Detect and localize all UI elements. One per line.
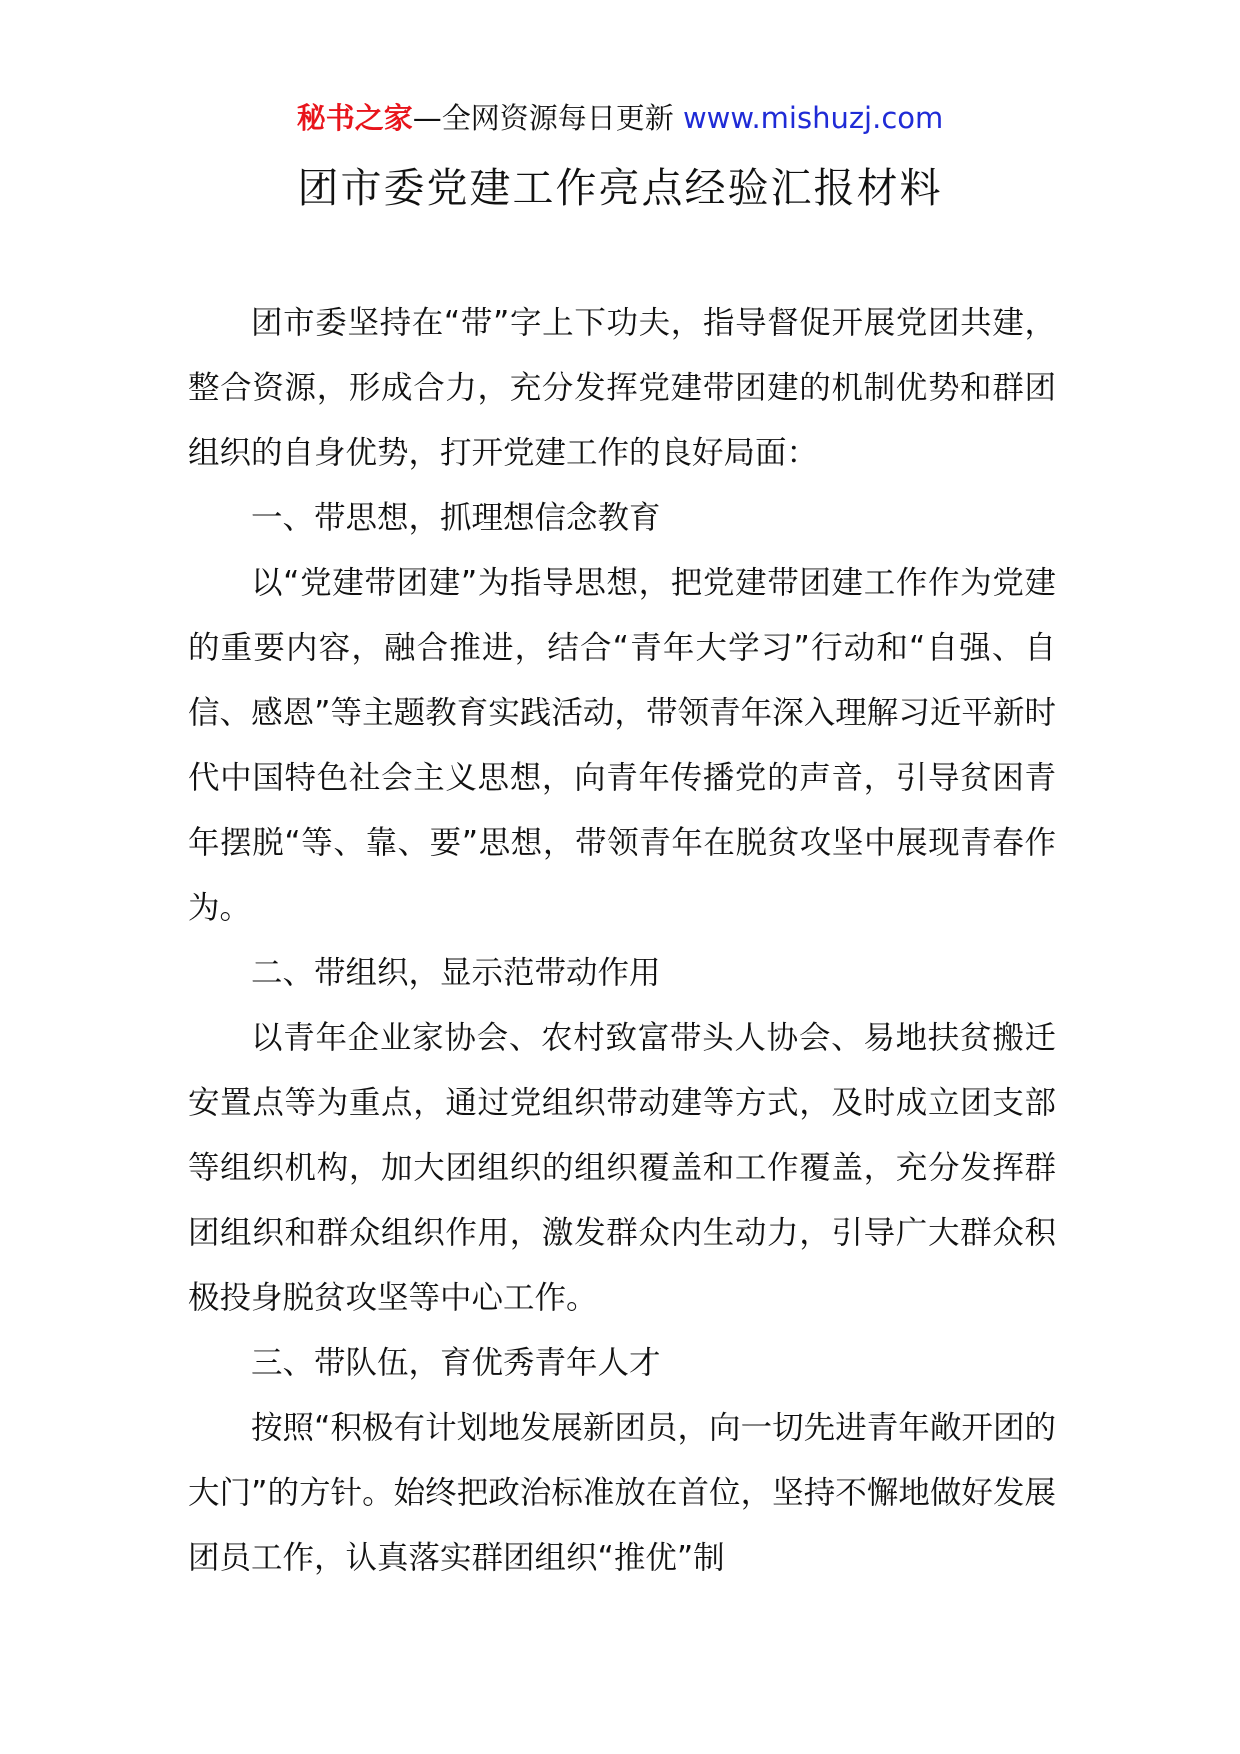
document-body xyxy=(188,291,1056,1591)
section-heading-3: 三、带队伍，育优秀青年人才 xyxy=(251,1345,661,1381)
section-heading-2: 二、带组织，显示范带动作用 xyxy=(251,955,661,991)
document-title: 团市委党建工作亮点经验汇报材料 xyxy=(297,164,943,212)
section-heading-1: 一、带思想，抓理想信念教育 xyxy=(251,500,661,536)
section-body-2: 以青年企业家协会、农村致富带头人协会、易地扶贫搬迁安置点等为重点，通过党组织带动建等方式，及时成立团支部等组织机构，加大团组织的组织覆盖和工作覆盖，充分发挥群团组织和群众组织作用，激发群众内生动力，引导广大群众积极投身脱贫攻坚等中心工作。 xyxy=(188,1020,1056,1316)
site-banner xyxy=(0,98,1240,138)
site-url-link[interactable]: www.mishuzj.com xyxy=(682,101,944,135)
site-tagline: —全网资源每日更新 xyxy=(412,101,674,135)
intro-paragraph: 团市委坚持在“带”字上下功夫，指导督促开展党团共建，整合资源，形成合力，充分发挥党建带团建的机制优势和群团组织的自身优势，打开党建工作的良好局面： xyxy=(188,305,1056,471)
site-brand: 秘书之家 xyxy=(296,101,413,135)
section-body-1: 以“党建带团建”为指导思想，把党建带团建工作作为党建的重要内容，融合推进，结合“青年大学习”行动和“自强、自信、感恩”等主题教育实践活动，带领青年深入理解习近平新时代中国特色社会主义思想，向青年传播党的声音，引导贫困青年摆脱“等、靠、要”思想，带领青年在脱贫攻坚中展现青春作为。 xyxy=(188,565,1056,926)
section-body-3: 按照“积极有计划地发展新团员，向一切先进青年敞开团的大门”的方针。始终把政治标准放在首位，坚持不懈地做好发展团员工作，认真落实群团组织“推优”制 xyxy=(188,1410,1056,1576)
